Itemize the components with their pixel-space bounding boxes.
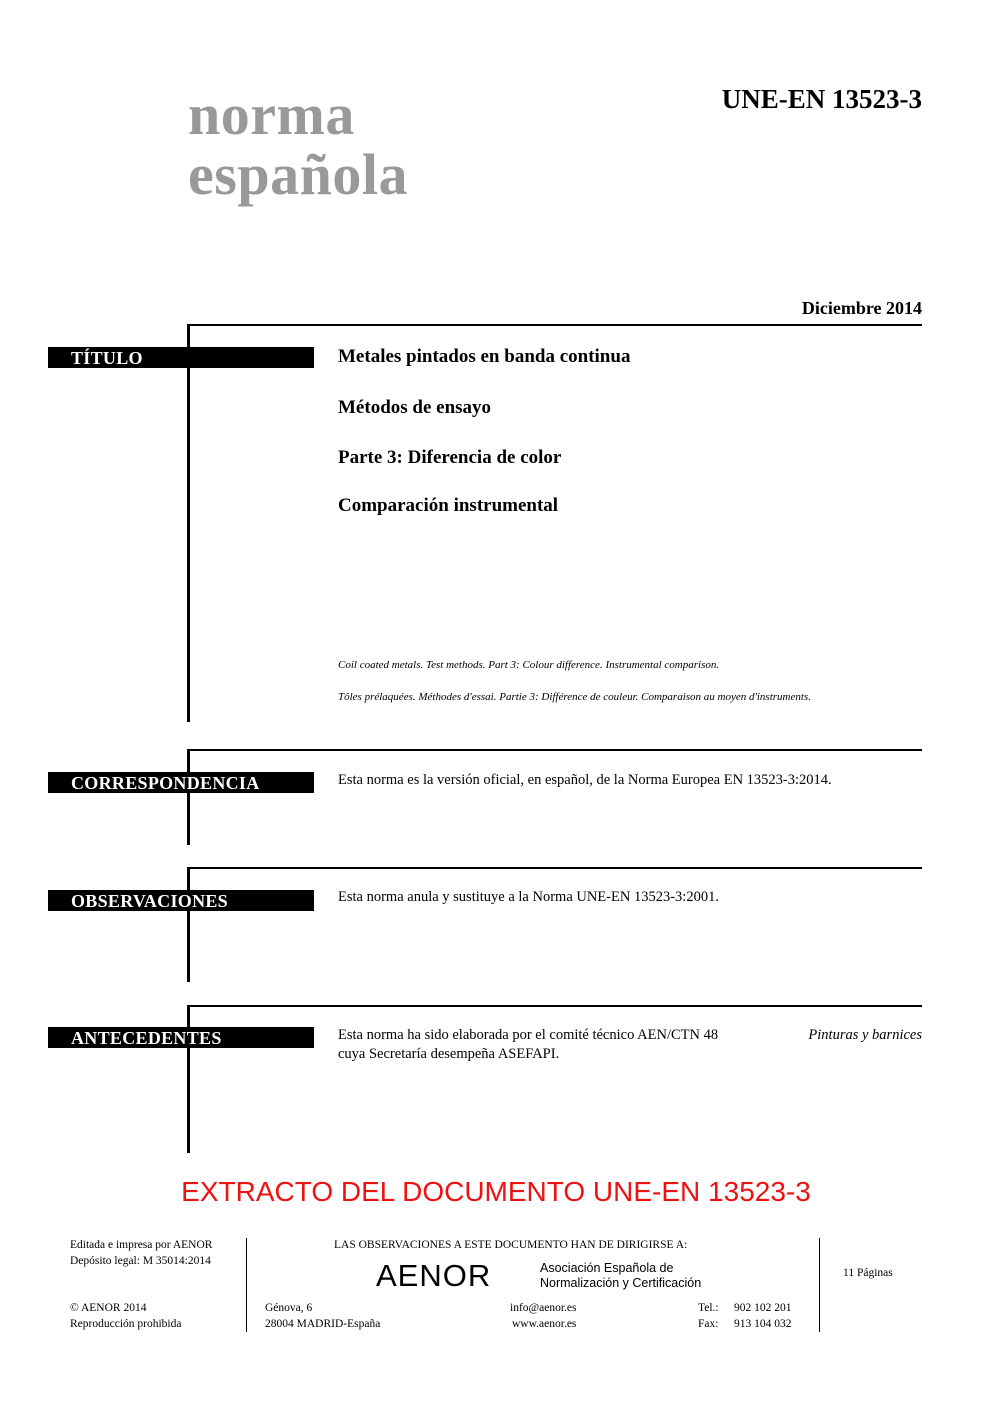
brand-word-espanola: española bbox=[188, 142, 408, 207]
footer-reproduccion: Reproducción prohibida bbox=[70, 1318, 182, 1330]
title-line-3: Parte 3: Diferencia de color bbox=[338, 447, 562, 468]
aenor-logo: AENOR bbox=[376, 1258, 492, 1293]
standard-code: UNE-EN 13523-3 bbox=[721, 84, 922, 114]
section-vertical-rule bbox=[187, 867, 190, 982]
footer-address1: Génova, 6 bbox=[265, 1302, 313, 1314]
antecedentes-text-line2: cuya Secretaría desempeña ASEFAPI. bbox=[338, 1046, 560, 1062]
footer-observaciones-header: LAS OBSERVACIONES A ESTE DOCUMENTO HAN DE DIRIGIRSE A: bbox=[334, 1239, 688, 1251]
title-english: Coil coated metals. Test methods. Part 3: Colour difference. Instrumental comparison. bbox=[338, 659, 720, 671]
title-french: Tôles prélaquées. Méthodes d'essai. Partie 3: Différence de couleur. Comparaison au moyen d'instruments. bbox=[338, 691, 811, 703]
label-correspondencia: CORRESPONDENCIA bbox=[48, 772, 314, 793]
footer-tel: 902 102 201 bbox=[734, 1302, 792, 1314]
section-divider bbox=[188, 1005, 922, 1007]
antecedentes-text bbox=[338, 1026, 922, 1064]
observaciones-text: Esta norma anula y sustituye a la Norma UNE-EN 13523-3:2001. bbox=[338, 889, 719, 905]
footer-divider-left bbox=[246, 1238, 247, 1332]
aenor-org-line2: Normalización y Certificación bbox=[540, 1276, 702, 1290]
label-titulo: TÍTULO bbox=[48, 347, 314, 368]
footer-tel-label: Tel.: bbox=[698, 1302, 719, 1314]
footer-email[interactable]: info@aenor.es bbox=[510, 1302, 577, 1314]
section-divider bbox=[188, 749, 922, 751]
section-vertical-rule bbox=[187, 324, 190, 722]
brand-word-norma: norma bbox=[188, 82, 355, 147]
footer-fax-label: Fax: bbox=[698, 1318, 719, 1330]
footer-web[interactable]: www.aenor.es bbox=[512, 1318, 577, 1330]
title-line-1: Metales pintados en banda continua bbox=[338, 346, 631, 367]
publication-date: Diciembre 2014 bbox=[801, 298, 922, 318]
footer-divider-right bbox=[819, 1238, 820, 1332]
label-observaciones: OBSERVACIONES bbox=[48, 890, 314, 911]
antecedentes-committee-name: Pinturas y barnices bbox=[808, 1027, 922, 1043]
antecedentes-text-pre: Esta norma ha sido elaborada por el comité técnico AEN/CTN 48 bbox=[338, 1027, 722, 1043]
section-divider bbox=[188, 324, 922, 326]
title-line-4: Comparación instrumental bbox=[338, 495, 559, 516]
footer-pages: 11 Páginas bbox=[843, 1267, 893, 1279]
footer-copyright: © AENOR 2014 bbox=[70, 1302, 147, 1314]
section-divider bbox=[188, 867, 922, 869]
footer-fax: 913 104 032 bbox=[734, 1318, 792, 1330]
aenor-org-line1: Asociación Española de bbox=[540, 1261, 674, 1275]
footer-deposito: Depósito legal: M 35014:2014 bbox=[70, 1255, 211, 1267]
title-line-2: Métodos de ensayo bbox=[338, 397, 492, 418]
label-antecedentes: ANTECEDENTES bbox=[48, 1027, 314, 1048]
aenor-org-name bbox=[540, 1261, 701, 1291]
correspondencia-text: Esta norma es la versión oficial, en español, de la Norma Europea EN 13523-3:2014. bbox=[338, 772, 832, 788]
extract-notice: EXTRACTO DEL DOCUMENTO UNE-EN 13523-3 bbox=[181, 1176, 811, 1207]
section-vertical-rule bbox=[187, 749, 190, 845]
footer-address2: 28004 MADRID-España bbox=[265, 1318, 381, 1330]
footer-edited: Editada e impresa por AENOR bbox=[70, 1239, 213, 1251]
